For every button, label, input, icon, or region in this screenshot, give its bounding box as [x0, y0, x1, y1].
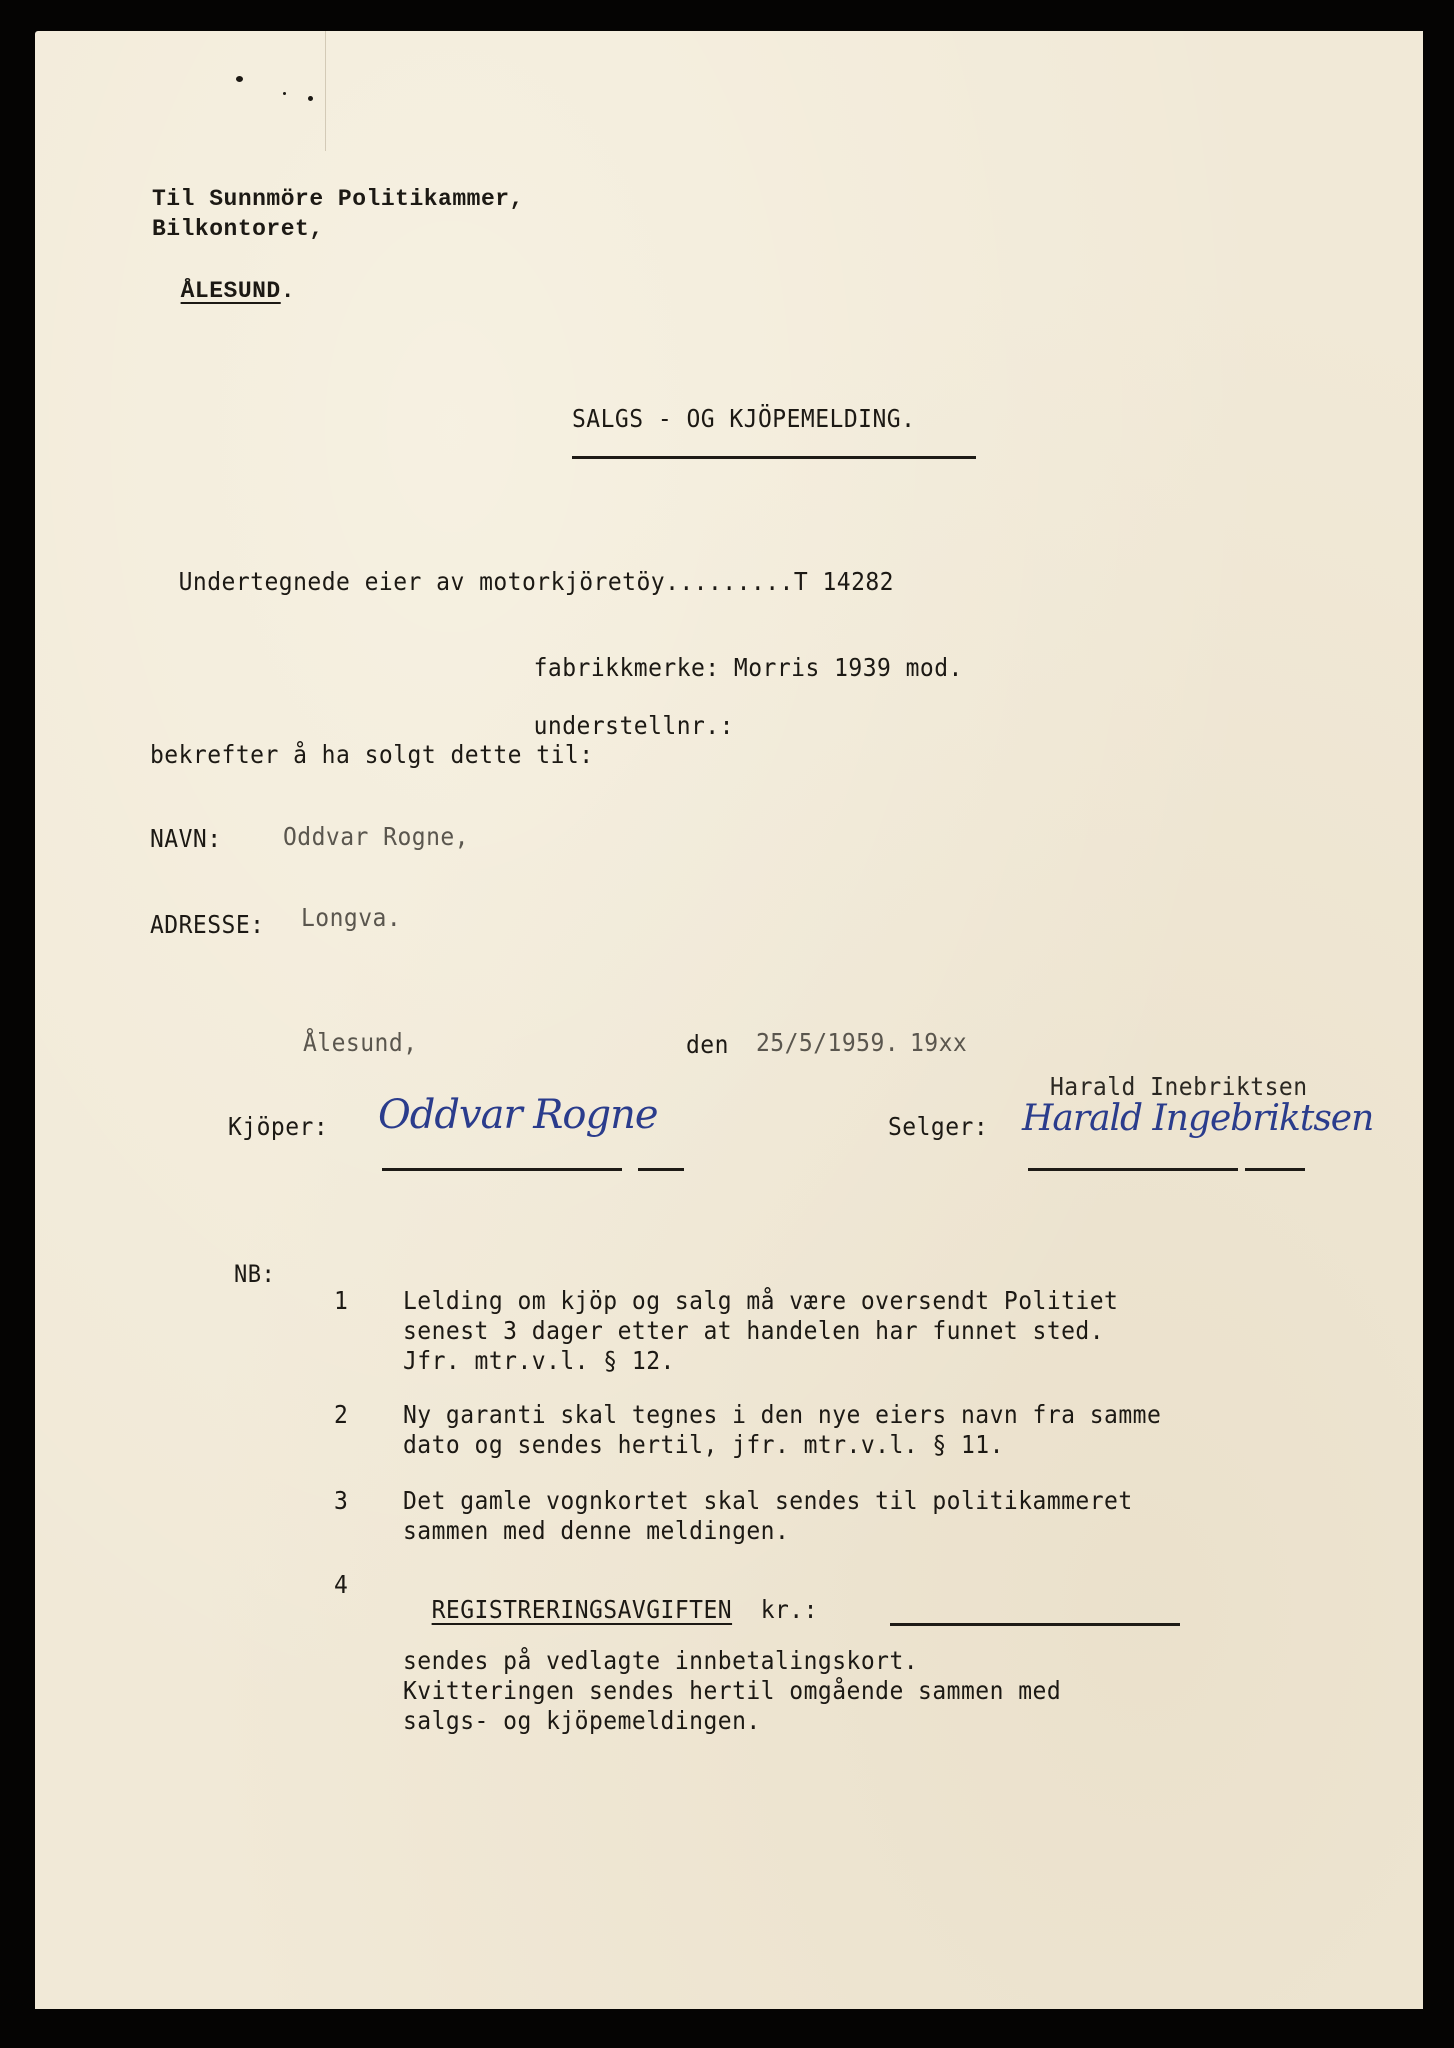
seller-typed-name: Harald Inebriktsen	[1050, 1072, 1308, 1101]
notes-label: NB:	[234, 1260, 276, 1288]
buyer-name-label: NAVN:	[150, 824, 222, 853]
buyer-signature-line	[382, 1168, 622, 1171]
date-value: 25/5/1959.	[756, 1028, 900, 1057]
place: Ålesund,	[303, 1028, 418, 1057]
note-1-line-1: Lelding om kjöp og salg må være oversendt Politiet	[403, 1286, 1119, 1315]
make-value: Morris 1939 mod.	[733, 653, 963, 682]
note-3-number: 3	[334, 1486, 349, 1515]
note-2-number: 2	[334, 1400, 349, 1429]
registration-number: T 14282	[793, 567, 894, 596]
chassis-row	[505, 688, 734, 738]
addressee-city-line	[152, 257, 295, 303]
note-2-line-1: Ny garanti skal tegnes i den nye eiers navn fra samme	[403, 1400, 1162, 1429]
addressee-city: ÅLESUND	[180, 278, 281, 304]
addressee-line-2: Bilkontoret,	[152, 216, 324, 242]
note-1-line-2: senest 3 dager etter at handelen har funnet sted.	[403, 1316, 1105, 1345]
make-row	[505, 630, 963, 680]
note-3-line-1: Det gamle vognkortet skal sendes til politikammeret	[403, 1486, 1133, 1515]
addressee-line-1: Til Sunnmöre Politikammer,	[152, 186, 524, 212]
seller-signature-label: Selger:	[888, 1112, 989, 1141]
make-label: fabrikkmerke:	[533, 653, 720, 682]
date-year-prefix: 19xx	[910, 1028, 968, 1057]
buyer-address-label: ADRESSE:	[150, 910, 265, 939]
note-4-heading-row	[403, 1572, 818, 1622]
note-1-number: 1	[334, 1286, 349, 1315]
date-den-label: den	[686, 1030, 729, 1059]
buyer-signature-line-tail	[638, 1168, 684, 1171]
registration-fee-currency: kr.:	[760, 1595, 818, 1624]
note-4-number: 4	[334, 1570, 349, 1599]
owner-line-label: Undertegnede eier av motorkjöretöy.........	[178, 567, 794, 596]
confirm-text: bekrefter å ha solgt dette til:	[150, 740, 594, 769]
ink-speck	[236, 76, 243, 82]
buyer-signature-label: Kjöper:	[228, 1112, 329, 1141]
document-title: SALGS - OG KJÖPEMELDING.	[572, 404, 916, 433]
ink-speck	[283, 92, 286, 95]
buyer-address-value: Longva.	[301, 903, 402, 932]
note-4-line-1: sendes på vedlagte innbetalingskort.	[403, 1646, 919, 1675]
seller-signature-line	[1028, 1168, 1238, 1171]
owner-line	[150, 544, 894, 594]
buyer-signature: Oddvar Rogne	[378, 1092, 658, 1138]
note-2-line-2: dato og sendes hertil, jfr. mtr.v.l. § 11.	[403, 1430, 1004, 1459]
seller-signature: Harald Ingebriktsen	[1022, 1098, 1374, 1139]
note-1-line-3: Jfr. mtr.v.l. § 12.	[403, 1346, 675, 1375]
note-4-line-2: Kvitteringen sendes hertil omgående sammen med	[403, 1676, 1062, 1705]
buyer-name-value: Oddvar Rogne,	[283, 822, 469, 851]
chassis-label: understellnr.:	[533, 711, 734, 740]
addressee-city-suffix: .	[280, 278, 296, 304]
seller-signature-line-2	[1245, 1168, 1305, 1171]
ink-speck	[308, 96, 313, 101]
title-underline	[572, 456, 976, 459]
registration-fee-heading: REGISTRERINGSAVGIFTEN	[431, 1595, 733, 1624]
paper-fold-line	[325, 31, 326, 151]
registration-fee-amount-line	[890, 1623, 1180, 1626]
note-3-line-2: sammen med denne meldingen.	[403, 1516, 790, 1545]
note-4-line-3: salgs- og kjöpemeldingen.	[403, 1706, 761, 1735]
